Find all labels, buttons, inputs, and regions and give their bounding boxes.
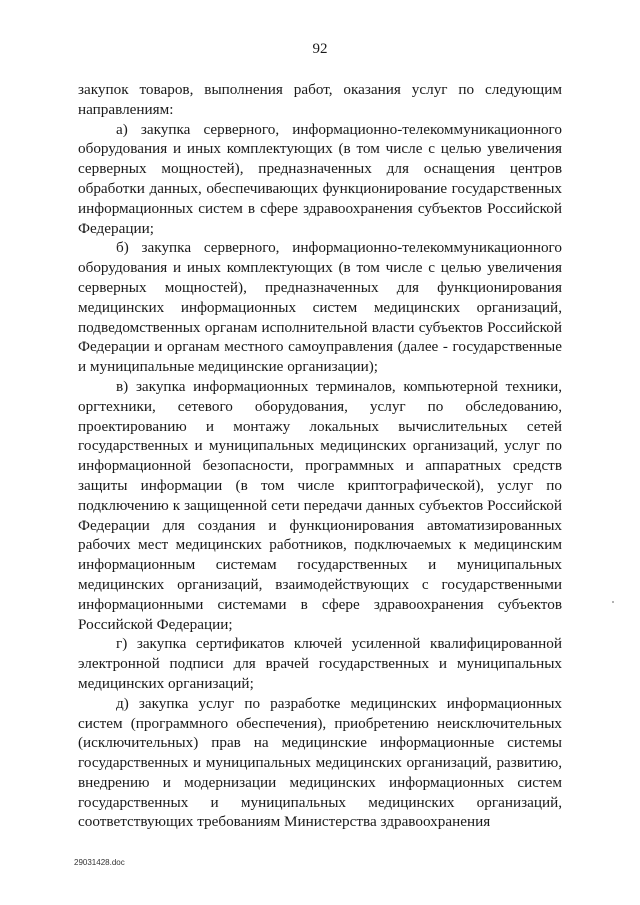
paragraph-item-b: б) закупка серверного, информационно-телекоммуникационного оборудования и иных комплектующих (в том числе с целью увеличения серверных мощностей), предназначенных для функционирования медицинских информационных систем медицинских организаций, подведомственных органам исполнительной власти субъектов Российской Федерации и органам местного самоуправления (далее - государственные и муниципальные медицинские организации); bbox=[78, 239, 562, 376]
document-body bbox=[78, 80, 562, 832]
paragraph-intro: закупок товаров, выполнения работ, оказания услуг по следующим направлениям: bbox=[78, 81, 562, 118]
file-name-footer: 29031428.doc bbox=[74, 858, 125, 867]
paragraph-item-v: в) закупка информационных терминалов, компьютерной техники, оргтехники, сетевого оборудования, услуг по обследованию, проектированию и монтажу локальных вычислительных сетей государственных и муниципальных медицинских организаций, услуг по информационной безопасности, программных и аппаратных средств защиты информации (в том числе криптографической), услуг по подключению к защищенной сети передачи данных субъектов Российской Федерации для создания и функционирования автоматизированных рабочих мест медицинских работников, подключаемых к медицинским информационным системам государственных и муниципальных медицинских организаций, взаимодействующих с государственными информационными системами в сфере здравоохранения субъектов Российской Федерации; bbox=[78, 377, 562, 633]
scan-speck bbox=[612, 601, 614, 603]
paragraph-item-d: д) закупка услуг по разработке медицинских информационных систем (программного обеспечения), приобретению неисключительных (исключительных) прав на медицинские информационные системы государственных и муниципальных медицинских организаций, развитию, внедрению и модернизации медицинских информационных систем государственных и муниципальных медицинских организаций, соответствующих требованиям Министерства здравоохранения bbox=[78, 694, 562, 831]
paragraph-item-g: г) закупка сертификатов ключей усиленной квалифицированной электронной подписи для врачей государственных и муниципальных медицинских организаций; bbox=[78, 635, 562, 692]
paragraph-item-a: а) закупка серверного, информационно-телекоммуникационного оборудования и иных комплектующих (в том числе с целью увеличения серверных мощностей), предназначенных для оснащения центров обработки данных, обеспечивающих функционирование государственных информационных систем в сфере здравоохранения субъектов Российской Федерации; bbox=[78, 120, 562, 237]
page-number: 92 bbox=[312, 41, 328, 57]
